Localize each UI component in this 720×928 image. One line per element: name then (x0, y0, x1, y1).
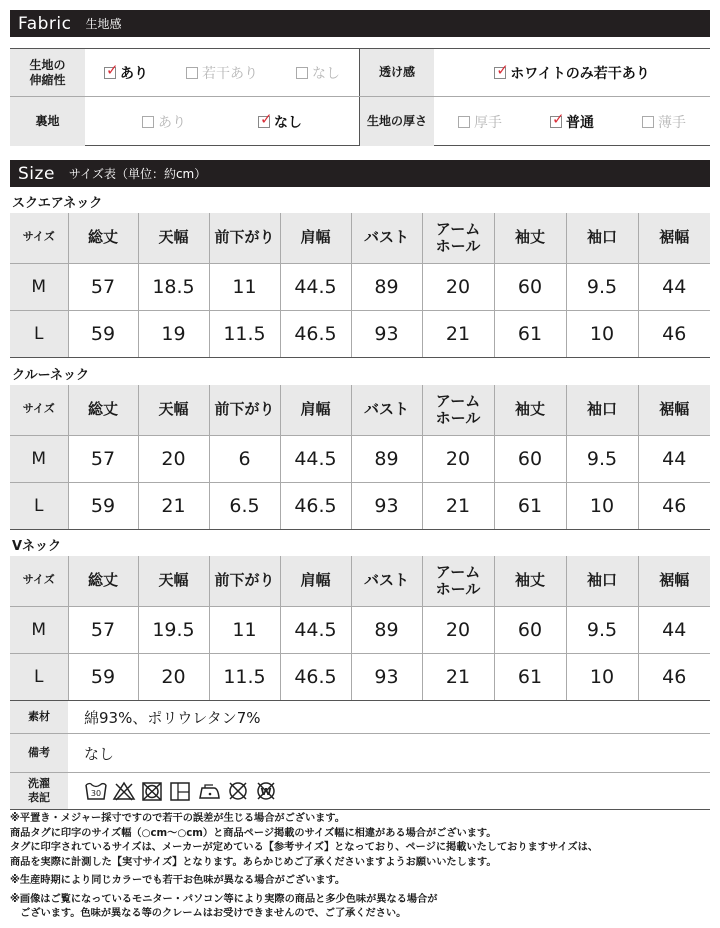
fabric-table (10, 48, 710, 146)
size-row (10, 435, 710, 482)
fabric-title: Fabric (18, 13, 72, 34)
see-through-options (434, 49, 710, 96)
size-value-cell: 9.5 (566, 435, 638, 482)
size-value-cell: 20 (422, 435, 494, 482)
see-through-option-white: ✓ ホワイトのみ若干あり (496, 60, 650, 82)
column-header: 袖丈 (494, 556, 566, 606)
size-value-cell: 21 (422, 482, 494, 529)
footnote-line: ※平置き・メジャー採寸ですので若干の誤差が生じる場合がございます。 (10, 813, 345, 824)
details-table (10, 700, 710, 810)
size-table-square-neck (10, 213, 710, 358)
stretch-option-yes: ✓ あり (106, 60, 148, 82)
no-wet-clean-icon (254, 780, 278, 802)
footnote-line: タグに印字されているサイズは、メーカーが定めている【参考サイズ】となっており、ページに掲載いたしておりますサイズは、 (10, 842, 599, 853)
size-value-cell: 93 (351, 310, 422, 357)
size-value-cell: 20 (422, 263, 494, 310)
size-table-v-neck (10, 556, 710, 701)
size-label-cell: L (10, 653, 68, 700)
size-value-cell: 57 (68, 606, 138, 653)
size-value-cell: 11 (209, 263, 280, 310)
checkbox-empty-icon (642, 116, 654, 128)
no-dry-clean-icon (226, 780, 250, 802)
size-value-cell: 46.5 (280, 310, 351, 357)
material-value: 綿93%、ポリウレタン7% (84, 708, 261, 727)
size-value-cell: 44.5 (280, 435, 351, 482)
care-symbols (84, 780, 278, 802)
size-table-header-row (10, 556, 710, 606)
size-label-cell: M (10, 263, 68, 310)
column-header: 総丈 (68, 213, 138, 263)
remarks-row (10, 734, 710, 773)
size-value-cell: 57 (68, 263, 138, 310)
size-value-cell: 57 (68, 435, 138, 482)
footnote-line: ※画像はご覧になっているモニター・パソコン等により実際の商品と多少色味が異なる場合が (10, 893, 438, 905)
size-subtitle: サイズ表（単位：約cm） (68, 167, 207, 181)
column-header: 天幅 (138, 213, 209, 263)
lining-option-no: ✓ なし (260, 109, 302, 131)
size-value-cell: 9.5 (566, 263, 638, 310)
thickness-options (434, 97, 710, 146)
column-header: 総丈 (68, 556, 138, 606)
svg-text:30: 30 (90, 789, 102, 798)
column-header: 前下がり (209, 556, 280, 606)
footnotes (10, 812, 710, 922)
size-value-cell: 44.5 (280, 263, 351, 310)
size-value-cell: 61 (494, 653, 566, 700)
size-value-cell: 6 (209, 435, 280, 482)
size-value-cell: 11 (209, 606, 280, 653)
column-header: 裾幅 (638, 556, 710, 606)
checkbox-empty-icon (458, 116, 470, 128)
size-row (10, 310, 710, 357)
size-value-cell: 10 (566, 482, 638, 529)
svg-text:W: W (260, 787, 272, 798)
size-value-cell: 60 (494, 606, 566, 653)
size-value-cell: 60 (494, 263, 566, 310)
size-value-cell: 46.5 (280, 482, 351, 529)
column-header: 袖口 (566, 385, 638, 435)
lining-options (85, 97, 359, 146)
no-tumble-dry-icon (140, 780, 164, 802)
fabric-subtitle: 生地感 (85, 17, 122, 31)
column-header: サイズ (10, 213, 68, 263)
size-table-header-row (10, 385, 710, 435)
size-value-cell: 44.5 (280, 606, 351, 653)
column-header: バスト (351, 556, 422, 606)
size-value-cell: 46 (638, 310, 710, 357)
footnote-line: ※生産時期により同じカラーでも若干お色味が異なる場合がございます。 (10, 875, 346, 886)
material-label: 素材 (10, 701, 68, 733)
size-value-cell: 44 (638, 606, 710, 653)
size-value-cell: 19 (138, 310, 209, 357)
column-header: 前下がり (209, 213, 280, 263)
thickness-option-normal: ✓ 普通 (552, 109, 594, 131)
stretch-option-no: なし (296, 63, 340, 83)
size-table-header-row (10, 213, 710, 263)
footnote-line: 商品タグに印字のサイズ幅（○cm〜○cm）と商品ページ掲載のサイズ幅に相違がある場合がございます。 (10, 827, 497, 839)
column-header: 天幅 (138, 385, 209, 435)
thickness-option-thin: 薄手 (642, 112, 686, 132)
care-row (10, 773, 710, 809)
size-label-cell: L (10, 310, 68, 357)
size-value-cell: 93 (351, 482, 422, 529)
size-row (10, 653, 710, 700)
column-header: 天幅 (138, 556, 209, 606)
size-value-cell: 10 (566, 310, 638, 357)
size-value-cell: 89 (351, 263, 422, 310)
line-dry-icon (168, 780, 192, 802)
size-value-cell: 59 (68, 482, 138, 529)
size-value-cell: 44 (638, 263, 710, 310)
size-table-crew-neck (10, 385, 710, 530)
size-value-cell: 89 (351, 606, 422, 653)
column-header: アーム ホール (422, 385, 494, 435)
lining-option-yes: あり (142, 112, 186, 132)
size-label-cell: M (10, 435, 68, 482)
size-value-cell: 46.5 (280, 653, 351, 700)
size-value-cell: 93 (351, 653, 422, 700)
size-value-cell: 44 (638, 435, 710, 482)
size-value-cell: 46 (638, 482, 710, 529)
column-header: 袖丈 (494, 213, 566, 263)
size-value-cell: 46 (638, 653, 710, 700)
size-value-cell: 89 (351, 435, 422, 482)
remarks-value: なし (84, 744, 115, 763)
column-header: 裾幅 (638, 213, 710, 263)
checkbox-empty-icon (296, 67, 308, 79)
column-header: 前下がり (209, 385, 280, 435)
checkbox-checked-icon: ✓ (496, 60, 509, 79)
column-header: バスト (351, 213, 422, 263)
checkbox-empty-icon (186, 67, 198, 79)
size-value-cell: 61 (494, 482, 566, 529)
size-value-cell: 18.5 (138, 263, 209, 310)
size-value-cell: 20 (138, 653, 209, 700)
column-header: 裾幅 (638, 385, 710, 435)
column-header: 袖口 (566, 556, 638, 606)
column-header: 袖口 (566, 213, 638, 263)
square-neck-title: スクエアネック (12, 196, 103, 211)
column-header: 肩幅 (280, 385, 351, 435)
thickness-label: 生地の厚さ (359, 97, 434, 146)
no-bleach-icon (112, 780, 136, 802)
size-value-cell: 10 (566, 653, 638, 700)
size-value-cell: 61 (494, 310, 566, 357)
size-value-cell: 20 (422, 606, 494, 653)
size-title: Size (18, 163, 55, 184)
lining-label: 裏地 (10, 97, 85, 146)
size-row (10, 482, 710, 529)
stretch-options (85, 49, 359, 96)
size-value-cell: 6.5 (209, 482, 280, 529)
wash-30-icon (84, 780, 108, 802)
see-through-label: 透け感 (359, 49, 434, 96)
checkbox-checked-icon: ✓ (106, 60, 119, 79)
footnote-line: 商品を実際に計測した【実寸サイズ】となります。あらかじめご了承くださいますようお願いいたします。 (10, 856, 497, 868)
stretch-option-slight: 若干あり (186, 63, 258, 83)
column-header: サイズ (10, 556, 68, 606)
column-header: サイズ (10, 385, 68, 435)
column-header: 総丈 (68, 385, 138, 435)
size-row (10, 263, 710, 310)
column-header: アーム ホール (422, 556, 494, 606)
checkbox-empty-icon (142, 116, 154, 128)
size-value-cell: 11.5 (209, 653, 280, 700)
size-value-cell: 59 (68, 653, 138, 700)
checkbox-checked-icon: ✓ (552, 109, 565, 128)
size-value-cell: 20 (138, 435, 209, 482)
iron-low-icon (196, 780, 222, 802)
crew-neck-title: クルーネック (12, 368, 89, 383)
column-header: アーム ホール (422, 213, 494, 263)
remarks-label: 備考 (10, 734, 68, 772)
size-value-cell: 60 (494, 435, 566, 482)
column-header: 肩幅 (280, 556, 351, 606)
size-header (10, 160, 710, 187)
v-neck-title: Vネック (12, 539, 62, 554)
size-label-cell: M (10, 606, 68, 653)
footnote-line: ございます。色味が異なる等のクレームはお受けできませんので、ご了承ください。 (10, 908, 407, 919)
size-value-cell: 21 (422, 653, 494, 700)
size-row (10, 606, 710, 653)
size-value-cell: 9.5 (566, 606, 638, 653)
material-row (10, 701, 710, 734)
size-label-cell: L (10, 482, 68, 529)
size-value-cell: 59 (68, 310, 138, 357)
size-value-cell: 11.5 (209, 310, 280, 357)
care-label: 洗濯 表記 (10, 773, 68, 809)
size-value-cell: 21 (138, 482, 209, 529)
column-header: バスト (351, 385, 422, 435)
checkbox-checked-icon: ✓ (260, 109, 273, 128)
stretch-label: 生地の 伸縮性 (10, 49, 85, 96)
fabric-header (10, 10, 710, 37)
thickness-option-thick: 厚手 (458, 112, 502, 132)
size-value-cell: 21 (422, 310, 494, 357)
column-header: 肩幅 (280, 213, 351, 263)
size-value-cell: 19.5 (138, 606, 209, 653)
column-header: 袖丈 (494, 385, 566, 435)
